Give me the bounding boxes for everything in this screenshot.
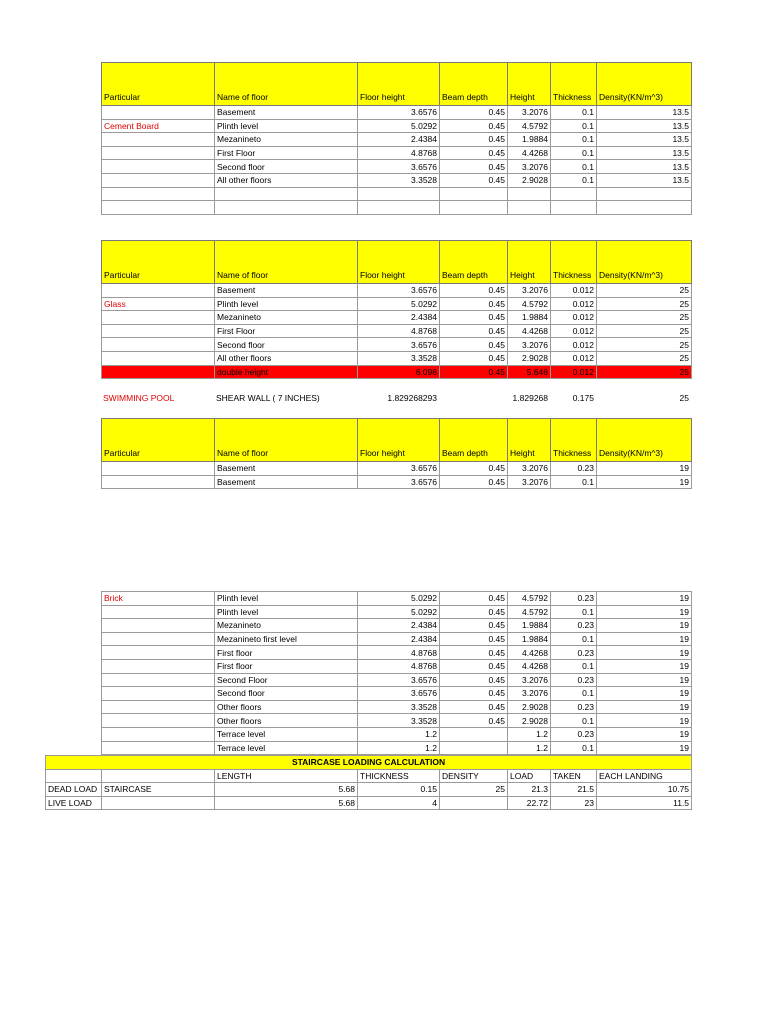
cell: 0.45: [440, 146, 508, 160]
cell: 13.5: [597, 160, 692, 174]
header-height: Height: [508, 63, 551, 106]
cell: 3.2076: [508, 160, 551, 174]
cell: 0.175: [572, 393, 594, 404]
table-row: [46, 796, 692, 810]
cell: 0.1: [551, 475, 597, 489]
staircase-header-row: [46, 769, 692, 783]
cell: Basement: [215, 106, 358, 120]
header-thickness: THICKNESS: [358, 769, 440, 783]
header-floor-height: Floor height: [358, 419, 440, 462]
cell: 3.6576: [358, 475, 440, 489]
cell: 19: [597, 475, 692, 489]
header-name-of-floor: Name of floor: [215, 241, 358, 284]
cell: First floor: [215, 646, 358, 660]
table-row-highlighted: [102, 365, 692, 379]
cell: 4.4268: [508, 146, 551, 160]
cell: 0.1: [551, 687, 597, 701]
cell: 19: [597, 741, 692, 755]
cell: 3.6576: [358, 462, 440, 476]
cell: 5.0292: [358, 605, 440, 619]
cell: 5.0292: [358, 297, 440, 311]
cell: 25: [597, 324, 692, 338]
cell: 0.45: [440, 605, 508, 619]
header-each-landing: EACH LANDING: [597, 769, 692, 783]
cell: 0.012: [551, 324, 597, 338]
cell: 13.5: [597, 173, 692, 187]
cell: 0.23: [551, 673, 597, 687]
table-row: [102, 160, 692, 174]
cell: 19: [597, 462, 692, 476]
header-beam-depth: Beam depth: [440, 419, 508, 462]
table-row: [102, 133, 692, 147]
table-row: [102, 284, 692, 298]
cell: 19: [597, 659, 692, 673]
cell: Basement: [215, 284, 358, 298]
cell: 0.45: [440, 338, 508, 352]
cell: Second floor: [215, 160, 358, 174]
table-row: [102, 119, 692, 133]
table-row: [102, 475, 692, 489]
section-label-cement-board: Cement Board: [102, 119, 215, 133]
cell: 25: [597, 338, 692, 352]
cell: All other floors: [215, 351, 358, 365]
row-label: DEAD LOAD: [46, 783, 102, 797]
table-row: [102, 619, 692, 633]
table-row: [46, 783, 692, 797]
cell: 4.5792: [508, 119, 551, 133]
header-name-of-floor: Name of floor: [215, 63, 358, 106]
header-thickness: Thickness: [551, 63, 597, 106]
cell: 0.45: [440, 475, 508, 489]
cell: 3.2076: [508, 106, 551, 120]
table-row: [102, 741, 692, 755]
cell: 3.3528: [358, 714, 440, 728]
cell: 0.15: [358, 783, 440, 797]
cell: 13.5: [597, 146, 692, 160]
table-row: [102, 462, 692, 476]
cell: Plinth level: [215, 297, 358, 311]
cell: 3.3528: [358, 700, 440, 714]
cell: 25: [597, 365, 692, 379]
header-taken: TAKEN: [551, 769, 597, 783]
header-row: [102, 419, 692, 462]
cell: 3.2076: [508, 687, 551, 701]
cell: 0.45: [440, 632, 508, 646]
section-label-brick: Brick: [102, 592, 215, 606]
table-row: [102, 714, 692, 728]
cell: First Floor: [215, 324, 358, 338]
cell: 0.012: [551, 311, 597, 325]
cell: 3.6576: [358, 338, 440, 352]
cell: 1.2: [508, 741, 551, 755]
section-label-glass: Glass: [102, 297, 215, 311]
cell: 0.1: [551, 659, 597, 673]
cell: 5.646: [508, 365, 551, 379]
cell: 2.9028: [508, 714, 551, 728]
cell: 25: [679, 393, 689, 404]
table-row: [102, 632, 692, 646]
cell: 4.4268: [508, 646, 551, 660]
cell: 19: [597, 687, 692, 701]
cell: Mezanineto first level: [215, 632, 358, 646]
cell: STAIRCASE: [102, 783, 215, 797]
cell: 21.3: [508, 783, 551, 797]
header-particular: Particular: [102, 241, 215, 284]
cell: 0.45: [440, 133, 508, 147]
cell: 0.45: [440, 592, 508, 606]
cell: 25: [597, 311, 692, 325]
cell: 3.6576: [358, 160, 440, 174]
cell: 0.1: [551, 133, 597, 147]
cell: 0.012: [551, 351, 597, 365]
cell: 4.5792: [508, 605, 551, 619]
cell: 3.2076: [508, 338, 551, 352]
cell: 19: [597, 619, 692, 633]
cell: Plinth level: [215, 592, 358, 606]
cell: 4.8768: [358, 324, 440, 338]
header-beam-depth: Beam depth: [440, 241, 508, 284]
cell: 3.6576: [358, 284, 440, 298]
cell: 0.45: [440, 462, 508, 476]
cell: 2.4384: [358, 311, 440, 325]
cell: 0.012: [551, 297, 597, 311]
cell: 0.45: [440, 365, 508, 379]
cell: 0.45: [440, 311, 508, 325]
cell: 25: [597, 351, 692, 365]
cell: 4.5792: [508, 592, 551, 606]
table-row: [102, 700, 692, 714]
cell: 0.1: [551, 741, 597, 755]
cell: 25: [597, 284, 692, 298]
cell: double height: [215, 365, 358, 379]
cell: 3.3528: [358, 351, 440, 365]
cell: 1.9884: [508, 619, 551, 633]
cell: 5.0292: [358, 119, 440, 133]
cell: 11.5: [597, 796, 692, 810]
table-row: [102, 727, 692, 741]
cell: 2.9028: [508, 700, 551, 714]
cell: 0.45: [440, 119, 508, 133]
staircase-title-row: [46, 756, 692, 770]
cell: 2.4384: [358, 619, 440, 633]
cell: 4.4268: [508, 324, 551, 338]
cell: 19: [597, 714, 692, 728]
table-row: [102, 673, 692, 687]
cell: 3.6576: [358, 106, 440, 120]
cell: 0.45: [440, 659, 508, 673]
cell: 4.5792: [508, 297, 551, 311]
cell: 25: [440, 783, 508, 797]
cell: 0.45: [440, 173, 508, 187]
cell: 19: [597, 592, 692, 606]
header-density: Density(KN/m^3): [597, 419, 692, 462]
cell: Plinth level: [215, 605, 358, 619]
header-density: Density(KN/m^3): [597, 241, 692, 284]
table-row: [102, 659, 692, 673]
cell: 3.2076: [508, 475, 551, 489]
cell: 4.8768: [358, 146, 440, 160]
cell: 0.1: [551, 160, 597, 174]
cell: 0.45: [440, 714, 508, 728]
table-row: [102, 592, 692, 606]
table-row: [101, 392, 691, 405]
header-row: [102, 241, 692, 284]
cell: 0.012: [551, 284, 597, 298]
cell: 19: [597, 632, 692, 646]
cell: 1.829268: [512, 393, 548, 404]
cell: 0.012: [551, 365, 597, 379]
cell: First floor: [215, 659, 358, 673]
cell: 0.45: [440, 700, 508, 714]
cell: 0.23: [551, 592, 597, 606]
cell: Mezanineto: [215, 133, 358, 147]
cell: 1.9884: [508, 311, 551, 325]
header-density: Density(KN/m^3): [597, 63, 692, 106]
cell: 4: [358, 796, 440, 810]
cell: 1.9884: [508, 133, 551, 147]
cell: Terrace level: [215, 727, 358, 741]
cell: Second floor: [215, 687, 358, 701]
table-row-empty: [102, 201, 692, 215]
cell: 19: [597, 673, 692, 687]
cell: 0.1: [551, 119, 597, 133]
cell: 3.6576: [358, 687, 440, 701]
cell: 5.0292: [358, 592, 440, 606]
cell: 2.4384: [358, 133, 440, 147]
cell: 0.45: [440, 687, 508, 701]
cell: 0.45: [440, 324, 508, 338]
table-row: [102, 106, 692, 120]
brick-table: [101, 591, 692, 755]
cell: 4.4268: [508, 659, 551, 673]
header-thickness: Thickness: [551, 241, 597, 284]
cell: 19: [597, 700, 692, 714]
cell: Plinth level: [215, 119, 358, 133]
cell: 3.2076: [508, 462, 551, 476]
cell: 1.9884: [508, 632, 551, 646]
cell: 3.2076: [508, 673, 551, 687]
cell: 21.5: [551, 783, 597, 797]
cell: SHEAR WALL ( 7 INCHES): [216, 393, 320, 404]
cell: 0.45: [440, 284, 508, 298]
cell: 0.23: [551, 646, 597, 660]
header-height: Height: [508, 419, 551, 462]
table-row: [102, 297, 692, 311]
cell: 0.1: [551, 605, 597, 619]
staircase-table: [45, 755, 692, 810]
cell: 0.1: [551, 146, 597, 160]
header-length: LENGTH: [215, 769, 358, 783]
cell: 5.68: [215, 783, 358, 797]
cell: 19: [597, 605, 692, 619]
header-load: LOAD: [508, 769, 551, 783]
table-row: [102, 687, 692, 701]
cell: 22.72: [508, 796, 551, 810]
cell: 3.3528: [358, 173, 440, 187]
cell: 3.6576: [358, 673, 440, 687]
cell: Second Floor: [215, 673, 358, 687]
cell: 0.1: [551, 714, 597, 728]
header-floor-height: Floor height: [358, 63, 440, 106]
row-label: LIVE LOAD: [46, 796, 102, 810]
cell: 0.1: [551, 106, 597, 120]
cell: First Floor: [215, 146, 358, 160]
header-beam-depth: Beam depth: [440, 63, 508, 106]
header-particular: Particular: [102, 63, 215, 106]
cell: [440, 796, 508, 810]
cell: 6.096: [358, 365, 440, 379]
table-row: [102, 173, 692, 187]
cell: 2.4384: [358, 632, 440, 646]
cell: 1.829268293: [387, 393, 437, 404]
cell: 0.45: [440, 619, 508, 633]
cell: 2.9028: [508, 351, 551, 365]
header-density: DENSITY: [440, 769, 508, 783]
basement-table: [101, 418, 692, 489]
section-label-swimming-pool: SWIMMING POOL: [103, 393, 175, 404]
cell: Other floors: [215, 700, 358, 714]
glass-table: [101, 240, 692, 379]
cell: 25: [597, 297, 692, 311]
header-name-of-floor: Name of floor: [215, 419, 358, 462]
cell: [102, 796, 215, 810]
cell: 0.45: [440, 106, 508, 120]
cell: 19: [597, 646, 692, 660]
cement-board-table: [101, 62, 692, 215]
cell: 13.5: [597, 106, 692, 120]
cell: Second floor: [215, 338, 358, 352]
header-height: Height: [508, 241, 551, 284]
cell: 0.45: [440, 673, 508, 687]
swimming-pool-row: [101, 392, 691, 405]
cell: Terrace level: [215, 741, 358, 755]
header-floor-height: Floor height: [358, 241, 440, 284]
cell: 1.2: [358, 741, 440, 755]
cell: Basement: [215, 462, 358, 476]
header-particular: Particular: [102, 419, 215, 462]
cell: 0.45: [440, 351, 508, 365]
cell: 0.1: [551, 632, 597, 646]
cell: 0.23: [551, 700, 597, 714]
cell: 3.2076: [508, 284, 551, 298]
cell: 4.8768: [358, 659, 440, 673]
cell: Mezanineto: [215, 619, 358, 633]
cell: Basement: [215, 475, 358, 489]
cell: 0.45: [440, 646, 508, 660]
header-row: [102, 63, 692, 106]
cell: [440, 741, 508, 755]
cell: 1.2: [358, 727, 440, 741]
cell: 0.012: [551, 338, 597, 352]
cell: 5.68: [215, 796, 358, 810]
cell: All other floors: [215, 173, 358, 187]
table-row: [102, 338, 692, 352]
cell: 13.5: [597, 133, 692, 147]
cell: 19: [597, 727, 692, 741]
cell: 0.23: [551, 462, 597, 476]
cell: 0.23: [551, 619, 597, 633]
header-thickness: Thickness: [551, 419, 597, 462]
table-row: [102, 605, 692, 619]
table-row: [102, 146, 692, 160]
cell: 13.5: [597, 119, 692, 133]
table-row: [102, 324, 692, 338]
cell: [440, 727, 508, 741]
staircase-title: STAIRCASE LOADING CALCULATION: [46, 756, 692, 770]
table-row: [102, 351, 692, 365]
cell: 1.2: [508, 727, 551, 741]
cell: 10.75: [597, 783, 692, 797]
cell: 0.45: [440, 160, 508, 174]
cell: 0.1: [551, 173, 597, 187]
cell: Mezanineto: [215, 311, 358, 325]
cell: 23: [551, 796, 597, 810]
cell: 0.45: [440, 297, 508, 311]
cell: Other floors: [215, 714, 358, 728]
table-row-empty: [102, 187, 692, 201]
cell: 4.8768: [358, 646, 440, 660]
cell: 0.23: [551, 727, 597, 741]
table-row: [102, 646, 692, 660]
table-row: [102, 311, 692, 325]
cell: 2.9028: [508, 173, 551, 187]
